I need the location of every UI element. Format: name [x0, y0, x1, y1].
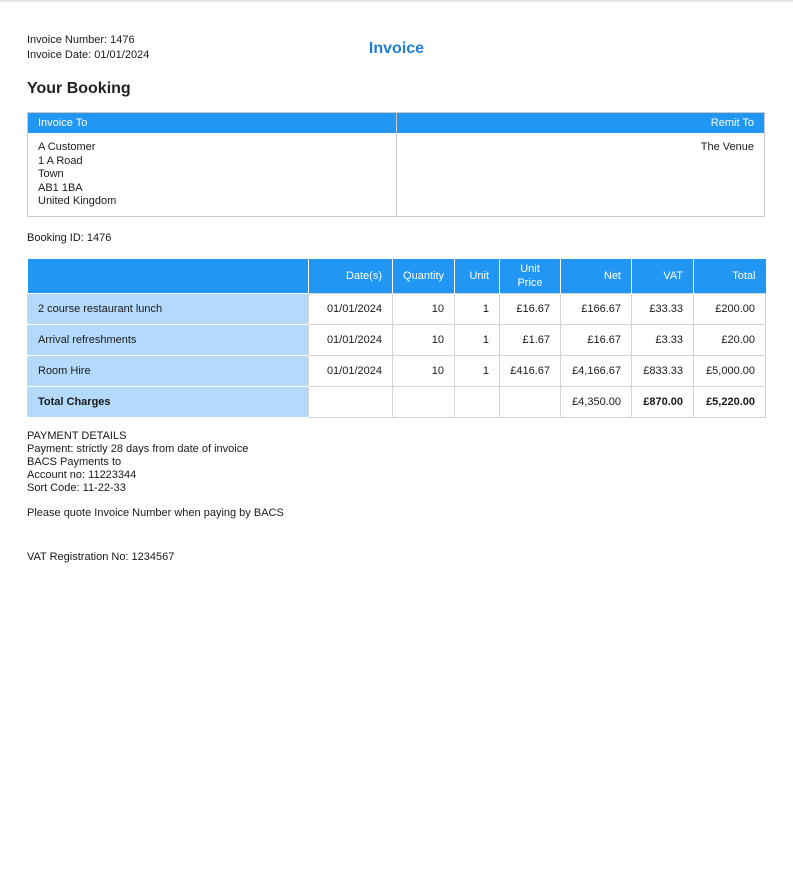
column-header: Unit Price [500, 259, 561, 294]
invoice-to-heading: Invoice To [28, 113, 396, 133]
item-total: £20.00 [694, 325, 766, 356]
item-unit-price: £416.67 [500, 356, 561, 387]
item-quantity: 10 [393, 356, 455, 387]
item-total: £5,000.00 [694, 356, 766, 387]
invoice-number: Invoice Number: 1476 [27, 34, 135, 46]
item-net: £16.67 [561, 325, 632, 356]
column-header: Date(s) [309, 259, 393, 294]
booking-id: Booking ID: 1476 [27, 232, 112, 244]
total-label: Total Charges [28, 387, 309, 418]
table-row [28, 356, 766, 387]
table-row [28, 294, 766, 325]
table-row [28, 325, 766, 356]
section-title: Your Booking [27, 80, 131, 97]
customer-address-line: A Customer [38, 141, 96, 153]
column-header: Net [561, 259, 632, 294]
column-header: Quantity [393, 259, 455, 294]
payment-line: BACS Payments to [27, 456, 122, 468]
remit-to-column [396, 113, 765, 216]
customer-address-line: 1 A Road [38, 154, 83, 167]
item-unit-price: £16.67 [500, 294, 561, 325]
payment-heading: PAYMENT DETAILS [27, 430, 127, 442]
item-unit: 1 [455, 356, 500, 387]
item-date: 01/01/2024 [309, 356, 393, 387]
item-quantity: 10 [393, 325, 455, 356]
charges-table [27, 259, 766, 418]
venue-address [397, 133, 765, 163]
item-vat: £33.33 [632, 294, 694, 325]
customer-address-line: AB1 1BA [38, 181, 83, 194]
item-description: Room Hire [28, 356, 309, 387]
venue-address-line: The Venue [700, 141, 754, 153]
item-date: 01/01/2024 [309, 294, 393, 325]
total-empty-cell [500, 387, 561, 418]
customer-address [28, 133, 396, 217]
quote-note: Please quote Invoice Number when paying by BACS [27, 507, 284, 519]
item-vat: £833.33 [632, 356, 694, 387]
column-header: Unit [455, 259, 500, 294]
item-net: £4,166.67 [561, 356, 632, 387]
item-vat: £3.33 [632, 325, 694, 356]
total-empty-cell [455, 387, 500, 418]
item-quantity: 10 [393, 294, 455, 325]
item-description: Arrival refreshments [28, 325, 309, 356]
sort-code: Sort Code: 11-22-33 [27, 482, 126, 494]
payment-line: Payment: strictly 28 days from date of invoice [27, 443, 249, 455]
total-empty-cell [393, 387, 455, 418]
item-total: £200.00 [694, 294, 766, 325]
table-header-row [28, 259, 766, 294]
column-header: VAT [632, 259, 694, 294]
remit-to-heading: Remit To [397, 113, 765, 133]
document-title: Invoice [368, 40, 425, 57]
total-empty-cell [309, 387, 393, 418]
item-unit: 1 [455, 325, 500, 356]
invoice-to-column [28, 113, 396, 216]
total-net: £4,350.00 [561, 387, 632, 418]
item-unit: 1 [455, 294, 500, 325]
item-description: 2 course restaurant lunch [28, 294, 309, 325]
column-header [28, 259, 309, 294]
top-rule [0, 0, 793, 2]
customer-address-line: Town [38, 168, 64, 180]
customer-address-line: United Kingdom [38, 195, 117, 207]
item-date: 01/01/2024 [309, 325, 393, 356]
address-box [27, 112, 765, 217]
total-grand: £5,220.00 [694, 387, 766, 418]
total-vat: £870.00 [632, 387, 694, 418]
item-unit-price: £1.67 [500, 325, 561, 356]
vat-registration: VAT Registration No: 1234567 [27, 551, 175, 563]
account-number: Account no: 11223344 [27, 469, 137, 481]
item-net: £166.67 [561, 294, 632, 325]
column-header: Total [694, 259, 766, 294]
total-row [28, 387, 766, 418]
payment-details [27, 430, 248, 495]
invoice-date: Invoice Date: 01/01/2024 [27, 49, 150, 61]
